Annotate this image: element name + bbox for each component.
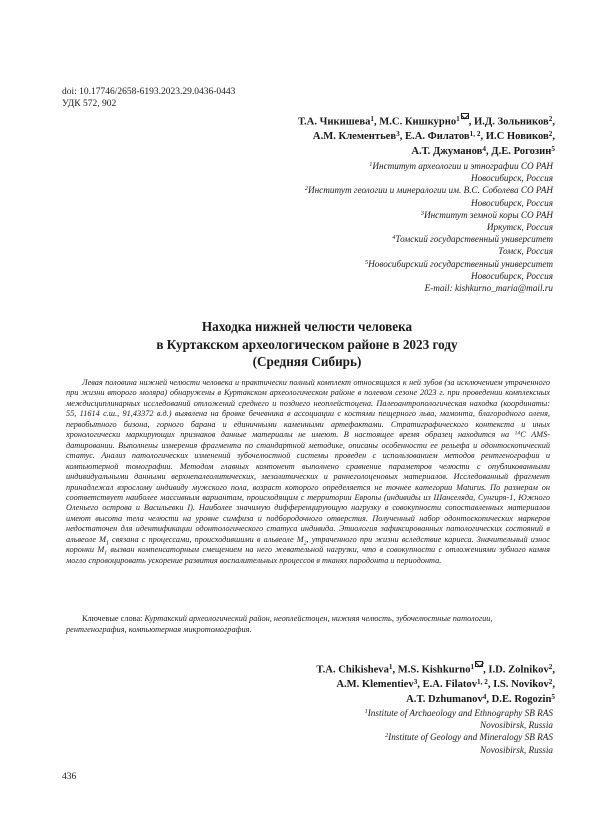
author-affiliation-mark: 1, 2 [477,678,488,687]
affiliation-name [193,731,553,743]
page-number: 436 [62,772,77,782]
affiliations-en [193,707,553,756]
author-affiliation-mark: 5 [551,145,555,154]
author-name: E.A. Filatov [422,679,478,691]
author-name: I.D. Zolnikov [488,664,549,676]
mail-icon[interactable] [461,113,469,119]
mail-icon[interactable] [475,661,483,667]
author-affiliation-mark: 1 [370,115,374,124]
authors-en [195,661,555,707]
affiliation-city: Томск, Россия [498,246,553,257]
author-line [195,692,555,707]
isotope-superscript: 14 [514,430,521,437]
affiliation-number: 1 [369,161,373,169]
author-affiliation-mark: 5 [551,693,555,702]
author-separator: , [392,664,398,676]
abstract-text: вызван компенсаторным смещением на него жевательной нагрузки, что в совокупности с отложениями зубного камня могло спровоцировать ускорение развития воспалительных процессов в тканях пародонта и периодонта. [66,545,550,565]
tooth-subscript: 2 [303,540,307,547]
author-name: A.M. Klementiev [336,679,414,691]
author-affiliation-mark: 3 [413,678,418,687]
author-line [225,144,555,159]
tooth-subscript: 1 [104,550,108,557]
authors-ru [225,113,555,159]
author-name: Д.Е. Рогозин [491,146,552,158]
article-meta [62,86,235,110]
affiliation-city: Новосибирск, Россия [470,270,553,281]
author-separator: , [486,694,492,706]
author-affiliation-mark: 1 [388,663,393,672]
abstract [66,378,550,566]
title-line: в Куртакском археологическом районе в 2023 году [156,336,458,352]
author-name: Т.А. Чикишева [298,116,371,128]
affiliation-number: 3 [420,210,424,217]
affiliation-city: Novosibirsk, Russia [480,720,553,731]
author-separator: , [552,116,555,128]
title-line: (Средняя Сибирь) [252,354,362,369]
abstract-text: связана с процессами, происходившими в альвеоле M [108,534,304,544]
affiliation-number: 2 [304,185,308,193]
author-separator: , [483,664,489,676]
affiliation-name [193,233,553,245]
author-name: И.Д. Зольников [474,116,549,128]
author-separator: , [552,664,555,676]
author-separator: , [373,116,380,128]
affiliation-text: Институт земной коры СО РАН [423,209,553,220]
affiliation-city: Новосибирск, Россия [470,173,553,184]
keywords [66,614,550,635]
affiliation-number: 1 [364,708,368,716]
author-affiliation-mark: 4 [482,145,486,154]
author-separator: , [468,116,475,128]
author-name: М.С. Кишкурно [379,116,457,128]
author-name: D.E. Rogozin [491,694,552,706]
affiliation-number: 4 [392,234,396,242]
author-affiliation-mark: 1 [456,115,460,124]
affiliation-name [193,209,553,221]
affiliation-name [193,160,553,172]
title-line: Находка нижней челюсти человека [201,319,413,334]
affiliation-text: Томский государственный университет [395,234,553,245]
author-name: A.T. Dzhumanov [406,694,483,706]
abstract-text: Левая половина нижней челюсти человека и практически полный комплект относящихся к ней зубов (за исключением утраченного при жизни второго моляра) обнаружены в Куртакском археологическом районе в полевом сезоне 2023 г. при проведении комплексных междисциплинарных исследований отложений среднего и позднего неоплейстоцена. Палеоантропологическая находка (координаты: 55, 11614 с.ш., 91,43372 в.д.) выявлена на бровке бечевника в ассоциации с костями пещерного льва, мамонта, благородного оленя, первобытного бизона, горного барана и единичными каменными артефактами. Стратиграфического контекста и иных хронологически маркирующих признаков данные материалы не имеют. В настоящее время образец находится на [66,378,550,440]
author-line [225,113,555,129]
author-name: I.S. Novikov [493,679,549,691]
affiliation-text: Институт археологии и этнографии СО РАН [372,161,553,171]
affiliation-city: Иркутск, Россия [486,222,553,233]
author-separator: , [552,679,555,691]
affiliation-name [193,258,553,270]
author-name: И.С Новиков [485,131,549,143]
author-line [195,677,555,692]
author-affiliation-mark: 2 [548,115,553,124]
doi[interactable]: doi: 10.17746/2658-6193.2023.29.0436-0443 [62,87,236,97]
affiliation-text: Новосибирский государственный университет [368,258,553,269]
author-affiliation-mark: 4 [482,693,487,702]
tooth-subscript: 1 [106,540,109,547]
author-separator: , [552,131,555,143]
author-affiliation-mark: 2 [548,130,553,139]
affiliation-number: 2 [385,732,389,740]
keywords-text: Куртакский археологический район, неоплейстоцен, нижняя челюсть, зубочелюстные патологии, рентгенография, компьютерная микротомография. [66,614,493,634]
affiliation-city: Novosibirsk, Russia [480,744,553,755]
author-name: T.A. Chikisheva [316,664,389,676]
author-affiliation-mark: 3 [396,130,400,139]
author-affiliation-mark: 1 [470,663,475,672]
author-separator: , [417,679,423,691]
author-separator: , [480,131,486,143]
affiliation-text: Institute of Geology and Mineralogy SB RAS [388,732,553,743]
author-separator: , [487,679,494,691]
author-affiliation-mark: 2 [548,678,553,687]
author-line [195,661,555,677]
author-name: А.М. Клементьев [312,131,397,143]
abstract-text: С AMS-датировании. Выполнены измерения фрагмента по стандартной методике, описаны особенности ее рельефа и одонтоскопический статус. Анализ патологических изменений зубочелюстной системы проведен с использованием методов рентгенографии и компьютерной томографии. Методом главных компонент выполнено сравнение параметров челюсти с опубликованными индивидуальными данными верхнепалеолитических, мезолитических и раннеголоценовых материалов. Исследованный фрагмент принадлежал взрослому индивиду мужского пола, возраст которого определяется не точнее категории Maturus. По размерам он соответствует наиболее массивным вариантам, происходящим с территории Европы (индивиды из Шанселяда, Сунгиря-1, Южного Оленьего острова и Васильевки I). Наиболее значимую дифференцирующую нагрузку в совокупности сопоставленных материалов имеют высота тела челюсти на уровне симфиза и подбородочного отверстия. Полученный набор одонтоскопических маркеров недостаточен для идентификации одонтологического статуса индивида. Этиология зафиксированных патологических состояний в альвеоле M [66,430,550,544]
affiliation-text: Институт геологии и минералогии им. В.С. Соболева СО РАН [307,185,553,196]
contact-email[interactable]: E-mail: kishkurno_maria@mail.ru [424,283,553,294]
author-name: M.S. Kishkurno [397,664,471,676]
udk-code: УДК 572, 902 [62,99,117,109]
affiliation-text: Institute of Archaeology and Ethnography SB RAS [367,708,553,718]
keywords-label: Ключевые слова: [82,614,145,623]
affiliation-name [193,707,553,719]
affiliation-number: 5 [364,258,369,266]
author-affiliation-mark: 1, 2 [469,130,481,139]
affiliation-name [193,184,553,196]
abstract-text: , утраченного при жизни вследствие кариеса. Значительный износ коронки M [66,534,550,555]
author-affiliation-mark: 2 [548,663,553,672]
affiliation-city: Новосибирск, Россия [470,197,553,208]
author-separator: , [399,131,405,143]
affiliations-ru [193,160,553,294]
author-name: Е.А. Филатов [405,131,470,143]
author-line [225,129,555,144]
author-separator: , [485,146,492,158]
author-name: А.Т. Джуманов [411,146,483,158]
article-title [62,318,552,371]
